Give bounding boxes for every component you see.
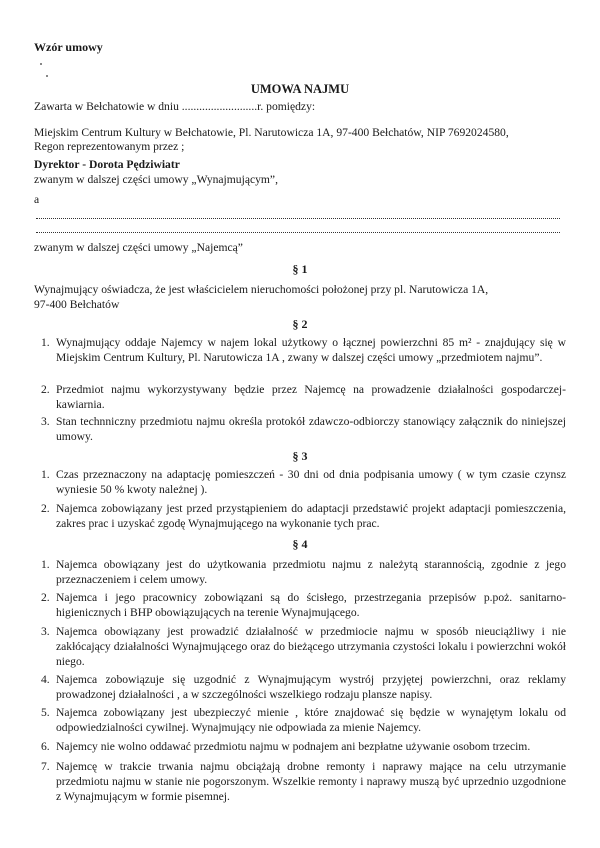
section-1-text-cont: 97-400 Bełchatów	[34, 298, 120, 311]
item-number: 1.	[41, 468, 50, 481]
lessor-representation: Regon reprezentowanym przez ;	[34, 140, 185, 153]
list-item: Najemcy nie wolno oddawać przedmiotu najmu w podnajem ani bezpłatne używanie osobom trzecim.	[56, 740, 531, 753]
scan-speck	[46, 75, 48, 77]
item-number: 5.	[41, 706, 50, 719]
item-number: 1.	[41, 336, 50, 349]
document-title: UMOWA NAJMU	[250, 82, 350, 96]
blank-line	[36, 217, 560, 219]
item-number: 3.	[41, 625, 50, 638]
item-number: 1.	[41, 558, 50, 571]
lessor-details: Miejskim Centrum Kultury w Bełchatowie, Pl. Narutowicza 1A, 97-400 Bełchatów, NIP 7692024580,	[34, 126, 509, 139]
list-item: Najemca obowiązany jest prowadzić działalność w przedmiocie najmu w sposób nieuciążliwy i nie zakłócający działalności Wynajmującego oraz do bieżącego utrzymania czystości lokalu i powierzchni wokół niego.	[56, 625, 566, 668]
concluded-line: Zawarta w Bełchatowie w dniu ..........................r. pomiędzy:	[34, 100, 316, 113]
list-item: Najemcę w trakcie trwania najmu obciążają drobne remonty i naprawy mające na celu utrzymanie przedmiotu najmu w stanie nie pogorszonym. Wszelkie remonty i naprawy muszą być uprzednio uzgodnione z Wynajmującym w formie pisemnej.	[56, 760, 566, 803]
item-number: 3.	[41, 415, 50, 428]
list-item: Wynajmujący oddaje Najemcy w najem lokal użytkowy o łącznej powierzchni 85 m² - znajdujący się w Miejskim Centrum Kultury, Pl. Narutowicza 1A , zwany w dalszej części umowy „przedmiotem najmu”.	[56, 336, 566, 364]
blank-line	[36, 231, 560, 233]
template-label: Wzór umowy	[34, 40, 103, 54]
item-number: 6.	[41, 740, 50, 753]
lessor-called: zwanym w dalszej części umowy „Wynajmującym”,	[34, 173, 278, 186]
list-item: Najemca zobowiązany jest przed przystąpieniem do adaptacji przedstawić projekt adaptacji pomieszczenia, zakres prac i uzyskać zgodę Wynajmującego na wykonanie tych prac.	[56, 502, 566, 530]
section-2-heading: § 2	[292, 317, 308, 331]
lessee-called: zwanym w dalszej części umowy „Najemcą”	[34, 241, 243, 254]
scan-speck	[40, 63, 42, 65]
list-item: Czas przeznaczony na adaptację pomieszczeń - 30 dni od dnia podpisania umowy ( w tym czasie czynsz wyniesie 50 % kwoty należnej ).	[56, 468, 566, 496]
item-number: 7.	[41, 760, 50, 773]
item-number: 2.	[41, 383, 50, 396]
list-item: Najemca i jego pracownicy zobowiązani są do ścisłego, przestrzegania przepisów p.poż. sanitarno-higienicznych i BHP obowiązujących na terenie Wynajmującego.	[56, 591, 566, 619]
list-item: Stan technniczny przedmiotu najmu określa protokół zdawczo-odbiorczy stanowiący załącznik do niniejszej umowy.	[56, 415, 566, 443]
section-1-heading: § 1	[292, 262, 308, 276]
section-1-text: Wynajmujący oświadcza, że jest właścicielem nieruchomości położonej przy pl. Narutowicza 1A,	[34, 283, 489, 296]
list-item: Najemca zobowiązany jest ubezpieczyć mienie , które znajdować się będzie w wynajętym lokalu od odpowiedzialności cywilnej. Wynajmujący nie odpowiada za mienie Najemcy.	[56, 706, 566, 734]
section-4-heading: § 4	[292, 537, 308, 551]
item-number: 2.	[41, 502, 50, 515]
list-item: Najemca obowiązany jest do użytkowania przedmiotu najmu z należytą starannością, zgodnie z jego przeznaczeniem i celem umowy.	[56, 558, 566, 586]
section-3-heading: § 3	[292, 449, 308, 463]
and-line: a	[34, 193, 40, 206]
director-line: Dyrektor - Dorota Pędziwiatr	[34, 158, 180, 171]
item-number: 2.	[41, 591, 50, 604]
list-item: Przedmiot najmu wykorzystywany będzie przez Najemcę na prowadzenie działalności gospodarczej-kawiarnia.	[56, 383, 566, 411]
list-item: Najemca zobowiązuje się uzgodnić z Wynajmującym wystrój przyjętej powierzchni, oraz reklamy prowadzonej działalności , a w szczególności wszelkiego rodzaju plansze napisy.	[56, 673, 566, 701]
item-number: 4.	[41, 673, 50, 686]
